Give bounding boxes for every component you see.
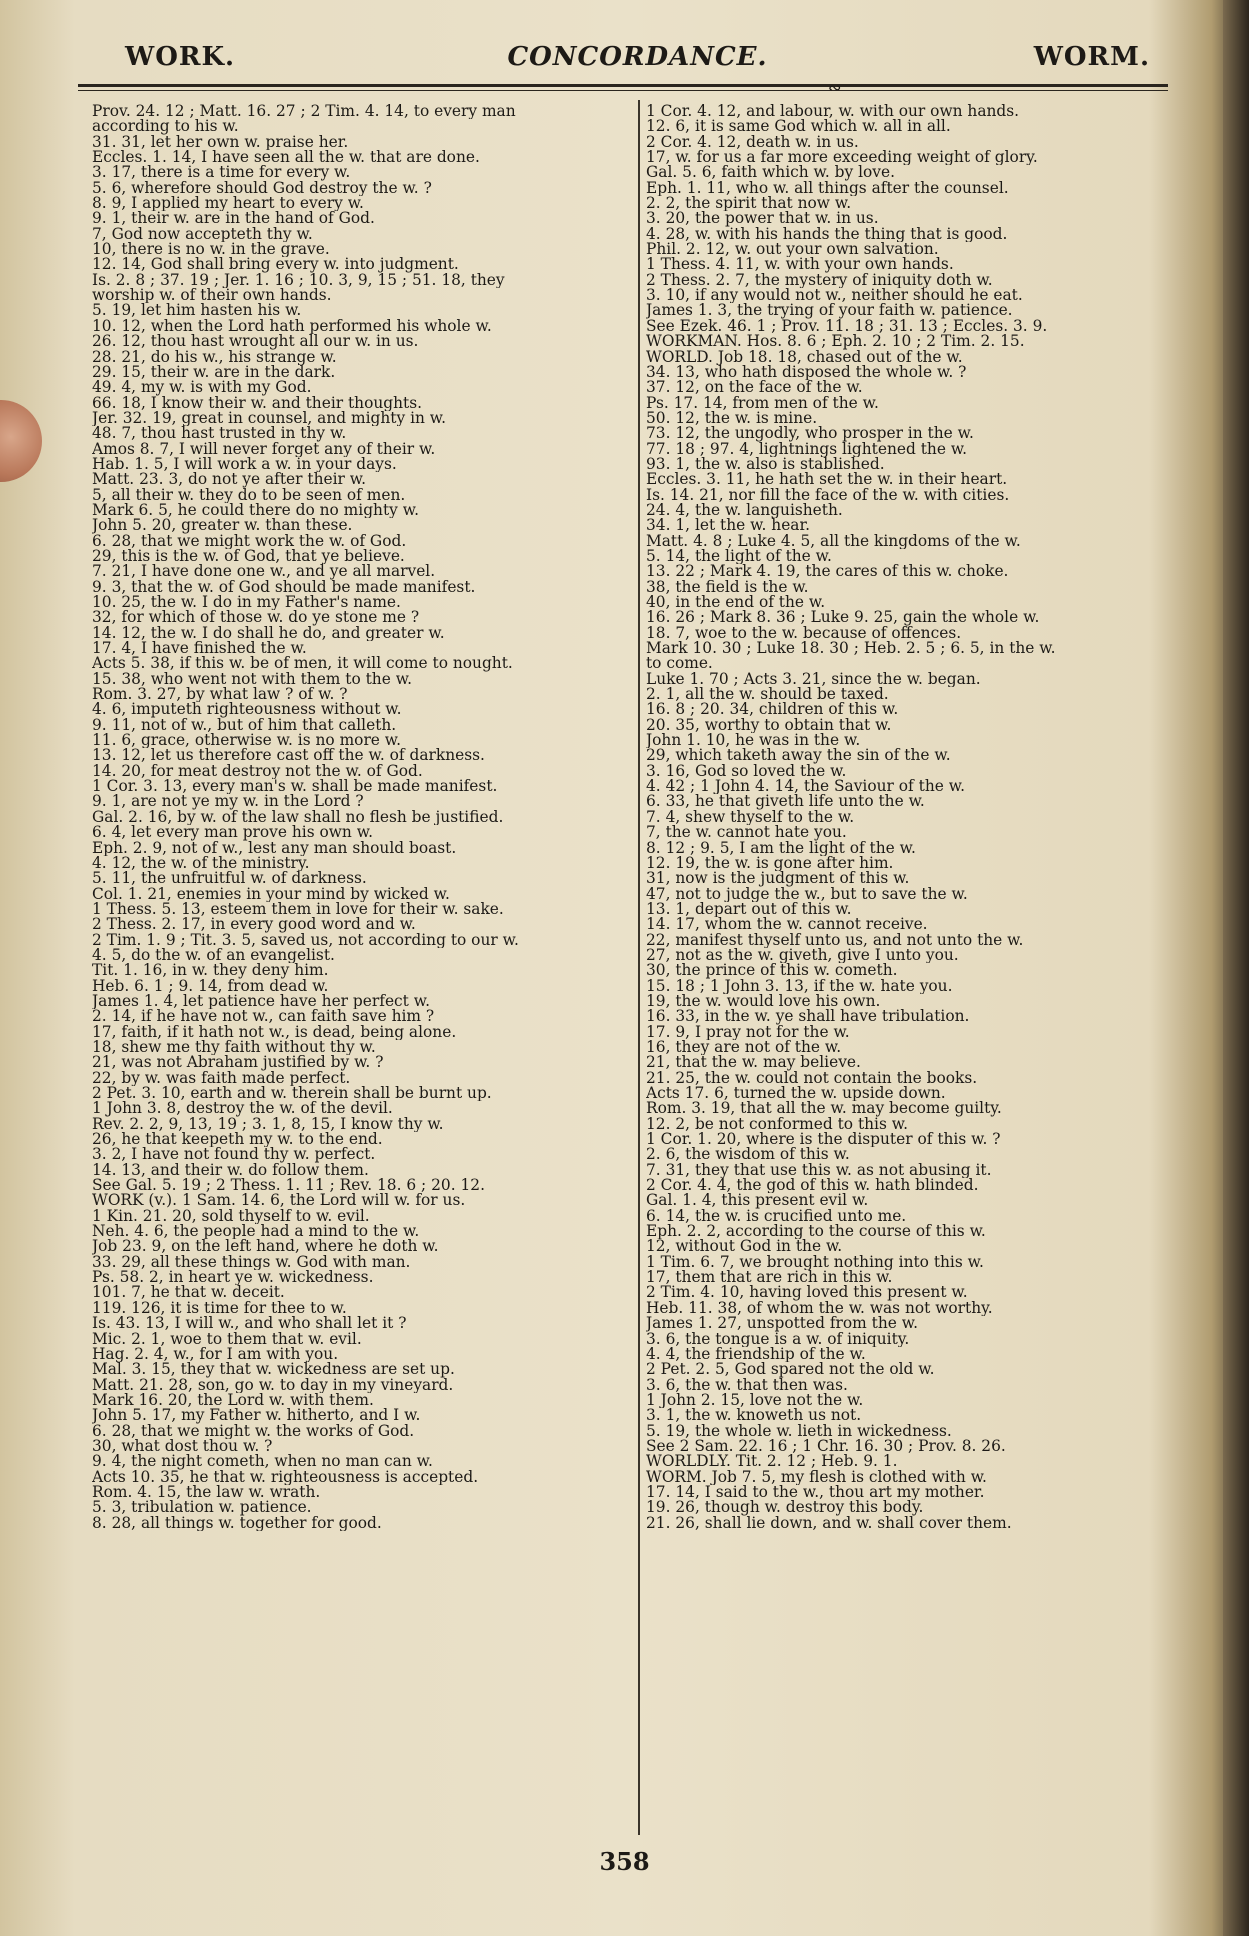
concordance-entry: Amos 8. 7, I will never forget any of their w. <box>92 441 436 457</box>
concordance-entry: 9. 1, their w. are in the hand of God. <box>92 211 375 227</box>
concordance-entry: See Ezek. 46. 1 ; Prov. 11. 18 ; 31. 13 ; Eccles. 3. 9. <box>646 318 1048 335</box>
concordance-entry: 21, was not Abraham justified by w. ? <box>92 1055 384 1071</box>
concordance-entry: 6. 33, he that giveth life unto the w. <box>646 794 925 810</box>
concordance-entry: 21. 26, shall lie down, and w. shall cover them. <box>646 1515 1012 1531</box>
concordance-entry: Is. 14. 21, nor fill the face of the w. with cities. <box>646 487 1010 503</box>
concordance-entry: 2. 1, all the w. should be taxed. <box>646 687 889 703</box>
concordance-entry: 7. 21, I have done one w., and ye all marvel. <box>92 564 436 580</box>
concordance-entry: 20. 35, worthy to obtain that w. <box>646 717 892 734</box>
concordance-entry: 49. 4, my w. is with my God. <box>92 380 312 396</box>
concordance-entry: 7, the w. cannot hate you. <box>646 825 847 841</box>
concordance-entry: James 1. 3, the trying of your faith w. patience. <box>646 303 1013 319</box>
concordance-entry: James 1. 4, let patience have her perfect w. <box>92 993 430 1010</box>
concordance-entry: 12. 19, the w. is gone after him. <box>646 855 894 872</box>
header-rule-thin <box>78 90 1168 91</box>
concordance-entry: 16. 8 ; 20. 34, children of this w. <box>646 702 899 718</box>
concordance-entry: 7, God now accepteth thy w. <box>92 226 313 243</box>
concordance-entry: 48. 7, thou hast trusted in thy w. <box>92 426 347 442</box>
concordance-entry: 2 Thess. 2. 17, in every good word and w. <box>92 917 416 933</box>
concordance-entry: 7. 4, shew thyself to the w. <box>646 809 855 826</box>
concordance-entry: 12. 6, it is same God which w. all in all. <box>646 119 951 135</box>
concordance-entry: worship w. of their own hands. <box>92 288 332 304</box>
concordance-entry: 14. 17, whom the w. cannot receive. <box>646 917 928 933</box>
concordance-entry: 15. 38, who went not with them to the w. <box>92 671 412 688</box>
concordance-entry: 37. 12, on the face of the w. <box>646 380 863 396</box>
concordance-entry: Heb. 6. 1 ; 9. 14, from dead w. <box>92 978 329 994</box>
concordance-entry: 38, the field is the w. <box>646 579 809 595</box>
concordance-entry: 34. 1, let the w. hear. <box>646 518 811 534</box>
page-header <box>125 42 1150 86</box>
concordance-entry: 4. 42 ; 1 John 4. 14, the Saviour of the w. <box>646 779 965 795</box>
concordance-entry: 4. 5, do the w. of an evangelist. <box>92 947 335 964</box>
concordance-entry: Mic. 2. 1, woe to them that w. evil. <box>92 1331 362 1347</box>
header-rule <box>78 84 1168 87</box>
concordance-entry: 24. 4, the w. languisheth. <box>646 502 843 519</box>
concordance-entry: 12, without God in the w. <box>646 1239 843 1255</box>
concordance-entry: 50. 12, the w. is mine. <box>646 410 818 427</box>
concordance-entry: 1 Cor. 4. 12, and labour, w. with our own hands. <box>646 104 1020 120</box>
concordance-entry: WORKMAN. Hos. 8. 6 ; Eph. 2. 10 ; 2 Tim. 2. 15. <box>646 334 1025 350</box>
concordance-entry: 4. 6, imputeth righteousness without w. <box>92 702 402 718</box>
concordance-entry: 73. 12, the ungodly, who prosper in the w. <box>646 426 974 442</box>
concordance-entry: 2 Cor. 4. 12, death w. in us. <box>646 134 859 151</box>
concordance-entry: 17. 14, I said to the w., thou art my mother. <box>646 1484 985 1501</box>
concordance-entry: John 5. 17, my Father w. hitherto, and I w. <box>92 1408 421 1424</box>
concordance-entry: Eccles. 3. 11, he hath set the w. in their heart. <box>646 472 1008 488</box>
concordance-entry: according to his w. <box>92 119 239 135</box>
concordance-entry: Matt. 4. 8 ; Luke 4. 5, all the kingdoms of the w. <box>646 533 1021 549</box>
concordance-entry: WORLD. Job 18. 18, chased out of the w. <box>646 349 963 365</box>
concordance-entry: Matt. 21. 28, son, go w. to day in my vineyard. <box>92 1377 454 1393</box>
concordance-entry: 30, what dost thou w. ? <box>92 1438 273 1455</box>
concordance-entry: 3. 2, I have not found thy w. perfect. <box>92 1147 376 1163</box>
concordance-entry: 3. 6, the tongue is a w. of iniquity. <box>646 1331 910 1347</box>
concordance-entry: Job 23. 9, on the left hand, where he doth w. <box>92 1239 439 1255</box>
concordance-entry: Acts 10. 35, he that w. righteousness is accepted. <box>92 1469 479 1485</box>
concordance-entry: 40, in the end of the w. <box>646 595 826 611</box>
concordance-entry: 16, they are not of the w. <box>646 1039 842 1056</box>
concordance-entry: 10. 25, the w. I do in my Father's name. <box>92 595 401 611</box>
concordance-entry: WORLDLY. Tit. 2. 12 ; Heb. 9. 1. <box>646 1454 898 1470</box>
concordance-entry: 2 Tim. 1. 9 ; Tit. 3. 5, saved us, not according to our w. <box>92 932 519 948</box>
concordance-entry: 17. 9, I pray not for the w. <box>646 1024 850 1040</box>
concordance-entry: 66. 18, I know their w. and their thoughts. <box>92 395 423 411</box>
concordance-entry: 8. 12 ; 9. 5, I am the light of the w. <box>646 840 916 856</box>
left-column <box>92 104 637 1531</box>
page-number: 358 <box>599 1847 650 1876</box>
concordance-entry: 5. 14, the light of the w. <box>646 548 832 565</box>
concordance-entry: 1 Cor. 3. 13, every man's w. shall be made manifest. <box>92 779 498 795</box>
concordance-entry: 5. 19, the whole w. lieth in wickedness. <box>646 1423 952 1439</box>
concordance-entry: 5, all their w. they do to be seen of men. <box>92 487 406 503</box>
concordance-entry: 101. 7, he that w. deceit. <box>92 1285 285 1301</box>
concordance-entry: 2 Tim. 4. 10, having loved this present w. <box>646 1285 968 1301</box>
concordance-entry: 1 John 2. 15, love not the w. <box>646 1392 864 1409</box>
concordance-entry: 5. 3, tribulation w. patience. <box>92 1500 312 1516</box>
concordance-entry: 1 Tim. 6. 7, we brought nothing into this w. <box>646 1254 984 1271</box>
concordance-entry: 11. 6, grace, otherwise w. is no more w. <box>92 733 402 749</box>
concordance-entry: John 5. 20, greater w. than these. <box>92 518 353 534</box>
concordance-entry: WORK (v.). 1 Sam. 14. 6, the Lord will w. for us. <box>92 1193 466 1209</box>
header-right-keyword: WORM. <box>1033 42 1150 72</box>
concordance-entry: Prov. 24. 12 ; Matt. 16. 27 ; 2 Tim. 4. 14, to every man <box>92 104 516 120</box>
concordance-entry: Ps. 17. 14, from men of the w. <box>646 395 879 411</box>
concordance-entry: 33. 29, all these things w. God with man. <box>92 1254 411 1271</box>
concordance-entry: 9. 11, not of w., but of him that calleth. <box>92 717 397 734</box>
concordance-entry: Rom. 4. 15, the law w. wrath. <box>92 1484 321 1501</box>
concordance-entry: WORM. Job 7. 5, my flesh is clothed with w. <box>646 1469 987 1485</box>
concordance-entry: 3. 10, if any would not w., neither should he eat. <box>646 288 1023 304</box>
concordance-entry: Ps. 58. 2, in heart ye w. wickedness. <box>92 1270 374 1286</box>
concordance-entry: 29, this is the w. of God, that ye believe. <box>92 548 405 565</box>
concordance-entry: 2. 14, if he have not w., can faith save him ? <box>92 1009 435 1025</box>
concordance-entry: 1 John 3. 8, destroy the w. of the devil. <box>92 1101 393 1117</box>
concordance-entry: 1 Kin. 21. 20, sold thyself to w. evil. <box>92 1208 370 1225</box>
concordance-entry: 3. 16, God so loved the w. <box>646 763 847 780</box>
concordance-entry: 4. 4, the friendship of the w. <box>646 1346 866 1363</box>
concordance-entry: 8. 9, I applied my heart to every w. <box>92 196 364 212</box>
page-hole <box>0 400 42 482</box>
concordance-entry: Rev. 2. 2, 9, 13, 19 ; 3. 1, 8, 15, I know thy w. <box>92 1116 444 1133</box>
concordance-entry: 17, faith, if it hath not w., is dead, being alone. <box>92 1024 457 1040</box>
concordance-entry: 31. 31, let her own w. praise her. <box>92 134 349 151</box>
concordance-entry: 10. 12, when the Lord hath performed his whole w. <box>92 318 492 335</box>
concordance-entry: John 1. 10, he was in the w. <box>646 733 861 749</box>
concordance-entry: Jer. 32. 19, great in counsel, and mighty in w. <box>92 410 447 427</box>
right-column <box>646 104 1181 1531</box>
concordance-entry: 5. 11, the unfruitful w. of darkness. <box>92 871 367 887</box>
concordance-entry: Mark 6. 5, he could there do no mighty w. <box>92 502 419 519</box>
concordance-entry: Eccles. 1. 14, I have seen all the w. that are done. <box>92 150 480 166</box>
concordance-entry: Mark 16. 20, the Lord w. with them. <box>92 1392 374 1409</box>
concordance-entry: 26. 12, thou hast wrought all our w. in us. <box>92 334 419 350</box>
ornament-icon: ∾ <box>828 78 842 97</box>
concordance-entry: 21, that the w. may believe. <box>646 1055 861 1071</box>
concordance-entry: 3. 20, the power that w. in us. <box>646 211 879 227</box>
concordance-entry: 2 Pet. 2. 5, God spared not the old w. <box>646 1362 935 1378</box>
header-title: CONCORDANCE. <box>507 42 768 72</box>
concordance-entry: Gal. 1. 4, this present evil w. <box>646 1193 869 1209</box>
concordance-entry: Hab. 1. 5, I will work a w. in your days. <box>92 456 397 473</box>
concordance-entry: 13. 22 ; Mark 4. 19, the cares of this w. choke. <box>646 564 1009 580</box>
concordance-entry: Acts 5. 38, if this w. be of men, it will come to nought. <box>92 656 513 672</box>
concordance-entry: 93. 1, the w. also is stablished. <box>646 456 885 473</box>
concordance-entry: Gal. 5. 6, faith which w. by love. <box>646 165 895 181</box>
concordance-entry: Rom. 3. 19, that all the w. may become guilty. <box>646 1101 1002 1117</box>
concordance-entry: 2. 2, the spirit that now w. <box>646 196 852 212</box>
concordance-entry: Hag. 2. 4, w., for I am with you. <box>92 1346 339 1363</box>
concordance-entry: 6. 28, that we might work the w. of God. <box>92 533 407 549</box>
concordance-entry: 16. 26 ; Mark 8. 36 ; Luke 9. 25, gain the whole w. <box>646 610 1040 626</box>
concordance-entry: Heb. 11. 38, of whom the w. was not worthy. <box>646 1300 993 1317</box>
concordance-entry: 17. 4, I have finished the w. <box>92 641 307 657</box>
column-divider <box>638 100 640 1835</box>
concordance-entry: 18, shew me thy faith without thy w. <box>92 1039 376 1056</box>
concordance-entry: See Gal. 5. 19 ; 2 Thess. 1. 11 ; Rev. 18. 6 ; 20. 12. <box>92 1178 485 1194</box>
concordance-entry: Phil. 2. 12, w. out your own salvation. <box>646 242 939 258</box>
concordance-entry: James 1. 27, unspotted from the w. <box>646 1316 918 1332</box>
concordance-entry: 31, now is the judgment of this w. <box>646 871 910 887</box>
header-left-keyword: WORK. <box>125 42 236 72</box>
concordance-entry: 8. 28, all things w. together for good. <box>92 1515 382 1531</box>
concordance-entry: 2 Cor. 4. 4, the god of this w. hath blinded. <box>646 1178 979 1194</box>
concordance-entry: Is. 43. 13, I will w., and who shall let it ? <box>92 1316 407 1332</box>
concordance-entry: 119. 126, it is time for thee to w. <box>92 1300 347 1317</box>
concordance-entry: 28. 21, do his w., his strange w. <box>92 349 337 365</box>
concordance-entry: 9. 3, that the w. of God should be made manifest. <box>92 579 476 595</box>
concordance-entry: 3. 1, the w. knoweth us not. <box>646 1408 862 1424</box>
concordance-entry: 27, not as the w. giveth, give I unto you. <box>646 947 959 964</box>
concordance-entry: Luke 1. 70 ; Acts 3. 21, since the w. began. <box>646 671 981 688</box>
concordance-entry: Eph. 1. 11, who w. all things after the counsel. <box>646 180 1009 197</box>
concordance-entry: Col. 1. 21, enemies in your mind by wicked w. <box>92 886 450 902</box>
concordance-entry: 6. 14, the w. is crucified unto me. <box>646 1208 907 1225</box>
concordance-entry: 34. 13, who hath disposed the whole w. ? <box>646 364 967 381</box>
concordance-entry: Neh. 4. 6, the people had a mind to the w. <box>92 1224 420 1240</box>
concordance-entry: See 2 Sam. 22. 16 ; 1 Chr. 16. 30 ; Prov. 8. 26. <box>646 1438 1006 1455</box>
concordance-entry: Rom. 3. 27, by what law ? of w. ? <box>92 687 348 703</box>
concordance-entry: 10, there is no w. in the grave. <box>92 242 330 258</box>
concordance-entry: 1 Thess. 5. 13, esteem them in love for their w. sake. <box>92 901 504 918</box>
concordance-entry: 13. 12, let us therefore cast off the w. of darkness. <box>92 748 485 764</box>
concordance-entry: 19. 26, though w. destroy this body. <box>646 1500 924 1516</box>
concordance-entry: 14. 12, the w. I do shall he do, and greater w. <box>92 625 445 642</box>
concordance-entry: Is. 2. 8 ; 37. 19 ; Jer. 1. 16 ; 10. 3, 9, 15 ; 51. 18, they <box>92 272 505 289</box>
concordance-entry: to come. <box>646 656 713 672</box>
concordance-entry: 18. 7, woe to the w. because of offences. <box>646 625 962 642</box>
concordance-entry: 1 Thess. 4. 11, w. with your own hands. <box>646 257 954 273</box>
concordance-entry: 3. 17, there is a time for every w. <box>92 165 351 181</box>
concordance-entry: 4. 28, w. with his hands the thing that is good. <box>646 226 1008 243</box>
concordance-entry: 22, manifest thyself unto us, and not unto the w. <box>646 932 1024 948</box>
concordance-entry: 19, the w. would love his own. <box>646 993 881 1010</box>
concordance-entry: 5. 19, let him hasten his w. <box>92 303 302 319</box>
concordance-entry: 32, for which of those w. do ye stone me ? <box>92 610 420 626</box>
concordance-entry: 26, he that keepeth my w. to the end. <box>92 1132 383 1148</box>
book-spine-shadow <box>1223 0 1249 1936</box>
concordance-entry: 9. 1, are not ye my w. in the Lord ? <box>92 794 364 810</box>
concordance-entry: Mal. 3. 15, they that w. wickedness are set up. <box>92 1362 455 1378</box>
concordance-entry: Eph. 2. 2, according to the course of this w. <box>646 1224 986 1240</box>
concordance-entry: 13. 1, depart out of this w. <box>646 901 852 918</box>
concordance-entry: Eph. 2. 9, not of w., lest any man should boast. <box>92 840 457 856</box>
concordance-entry: 12. 2, be not conformed to this w. <box>646 1116 909 1133</box>
concordance-entry: 1 Cor. 1. 20, where is the disputer of this w. ? <box>646 1132 1001 1148</box>
concordance-entry: 5. 6, wherefore should God destroy the w. ? <box>92 180 432 197</box>
concordance-entry: 30, the prince of this w. cometh. <box>646 963 898 979</box>
concordance-entry: Acts 17. 6, turned the w. upside down. <box>646 1086 946 1102</box>
concordance-entry: 6. 28, that we might w. the works of God. <box>92 1423 415 1439</box>
concordance-entry: 15. 18 ; 1 John 3. 13, if the w. hate you. <box>646 978 953 994</box>
concordance-entry: 9. 4, the night cometh, when no man can w. <box>92 1454 433 1470</box>
concordance-entry: 17, w. for us a far more exceeding weight of glory. <box>646 150 1038 166</box>
concordance-entry: Mark 10. 30 ; Luke 18. 30 ; Heb. 2. 5 ; 6. 5, in the w. <box>646 641 1056 657</box>
concordance-entry: 7. 31, they that use this w. as not abusing it. <box>646 1162 992 1179</box>
concordance-entry: 29. 15, their w. are in the dark. <box>92 364 336 381</box>
concordance-entry: 77. 18 ; 97. 4, lightnings lightened the w. <box>646 441 968 457</box>
concordance-entry: 17, them that are rich in this w. <box>646 1270 893 1286</box>
concordance-entry: 21. 25, the w. could not contain the books. <box>646 1070 978 1086</box>
concordance-entry: 14. 20, for meat destroy not the w. of God. <box>92 763 423 780</box>
concordance-entry: 2 Pet. 3. 10, earth and w. therein shall be burnt up. <box>92 1086 492 1102</box>
concordance-entry: Matt. 23. 3, do not ye after their w. <box>92 472 367 488</box>
concordance-entry: Gal. 2. 16, by w. of the law shall no flesh be justified. <box>92 809 504 826</box>
concordance-entry: 2 Thess. 2. 7, the mystery of iniquity doth w. <box>646 272 993 289</box>
concordance-entry: 3. 6, the w. that then was. <box>646 1377 848 1393</box>
concordance-entry: 6. 4, let every man prove his own w. <box>92 825 373 841</box>
concordance-entry: 14. 13, and their w. do follow them. <box>92 1162 369 1179</box>
concordance-entry: Tit. 1. 16, in w. they deny him. <box>92 963 329 979</box>
concordance-entry: 12. 14, God shall bring every w. into judgment. <box>92 257 459 273</box>
concordance-entry: 29, which taketh away the sin of the w. <box>646 748 951 764</box>
concordance-entry: 4. 12, the w. of the ministry. <box>92 855 310 872</box>
concordance-entry: 22, by w. was faith made perfect. <box>92 1070 351 1086</box>
concordance-entry: 47, not to judge the w., but to save the w. <box>646 886 968 902</box>
concordance-entry: 16. 33, in the w. ye shall have tribulation. <box>646 1009 970 1025</box>
concordance-entry: 2. 6, the wisdom of this w. <box>646 1147 850 1163</box>
